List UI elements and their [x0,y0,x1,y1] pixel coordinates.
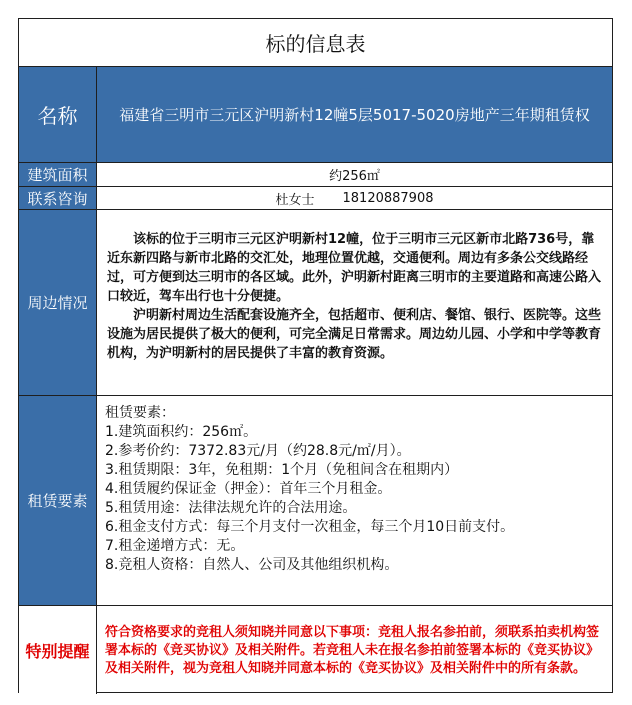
environment-value [97,210,612,395]
area-label: 建筑面积 [19,163,97,186]
notice-label: 特别提醒 [19,606,97,694]
requirement-line: 2.参考价约：7372.83元/月（约28.8元/㎡/月）。 [105,443,411,459]
environment-paragraph: 沪明新村周边生活配套设施齐全，包括超市、便利店、餐馆、银行、医院等。这些设施为居民提供了极大的便利，可完全满足日常需求。周边幼儿园、小学和中学等教育机构，为沪明新村的居民提供了丰富的教育资源。 [107,308,602,361]
requirement-line: 租赁要素： [105,405,175,421]
requirement-line: 6.租金支付方式：每三个月支付一次租金，每三个月10日前支付。 [105,519,515,535]
requirement-line: 4.租赁履约保证金（押金）：首年三个月租金。 [105,481,392,497]
table-title: 标的信息表 [19,19,612,67]
contact-label: 联系咨询 [19,187,97,209]
notice-row [19,606,612,694]
requirements-value [97,396,612,605]
environment-row [19,210,612,396]
contact-person: 杜女士 [275,192,315,208]
area-row [19,163,612,187]
requirement-line: 1.建筑面积约：256㎡。 [105,424,258,440]
requirements-row [19,396,612,606]
info-table [18,18,613,693]
environment-label: 周边情况 [19,210,97,395]
name-value: 福建省三明市三元区沪明新村12幢5层5017-5020房地产三年期租赁权 [97,67,612,162]
requirement-line: 5.租赁用途：法律法规允许的合法用途。 [105,500,357,516]
contact-row [19,187,612,210]
requirement-line: 7.租金递增方式：无。 [105,538,245,554]
environment-paragraph: 该标的位于三明市三元区沪明新村12幢，位于三明市三元区新市北路736号，靠近东新四路与新市北路的交汇处，地理位置优越，交通便利。周边有多条公交线路经过，可方便到达三明市的各区域。此外，沪明新村距离三明市的主要道路和高速公路入口较近，驾车出行也十分便捷。 [107,232,602,304]
contact-phone: 18120887908 [342,190,434,206]
name-row [19,67,612,163]
area-value: 约256㎡ [329,169,380,184]
contact-value [97,187,612,209]
notice-text: 符合资格要求的竞租人须知晓并同意以下事项：竞租人报名参拍前，须联系拍卖机构签署本标的《竞买协议》及相关附件。若竞租人未在报名参拍前签署本标的《竞买协议》及相关附件，视为竞租人知晓并同意本标的《竞买协议》及相关附件中的所有条款。 [105,625,600,676]
name-label: 名称 [19,67,97,162]
requirement-line: 8.竞租人资格：自然人、公司及其他组织机构。 [105,557,399,573]
requirements-label: 租赁要素 [19,396,97,605]
requirement-line: 3.租赁期限：3年，免租期：1个月（免租间含在租期内） [105,462,459,478]
